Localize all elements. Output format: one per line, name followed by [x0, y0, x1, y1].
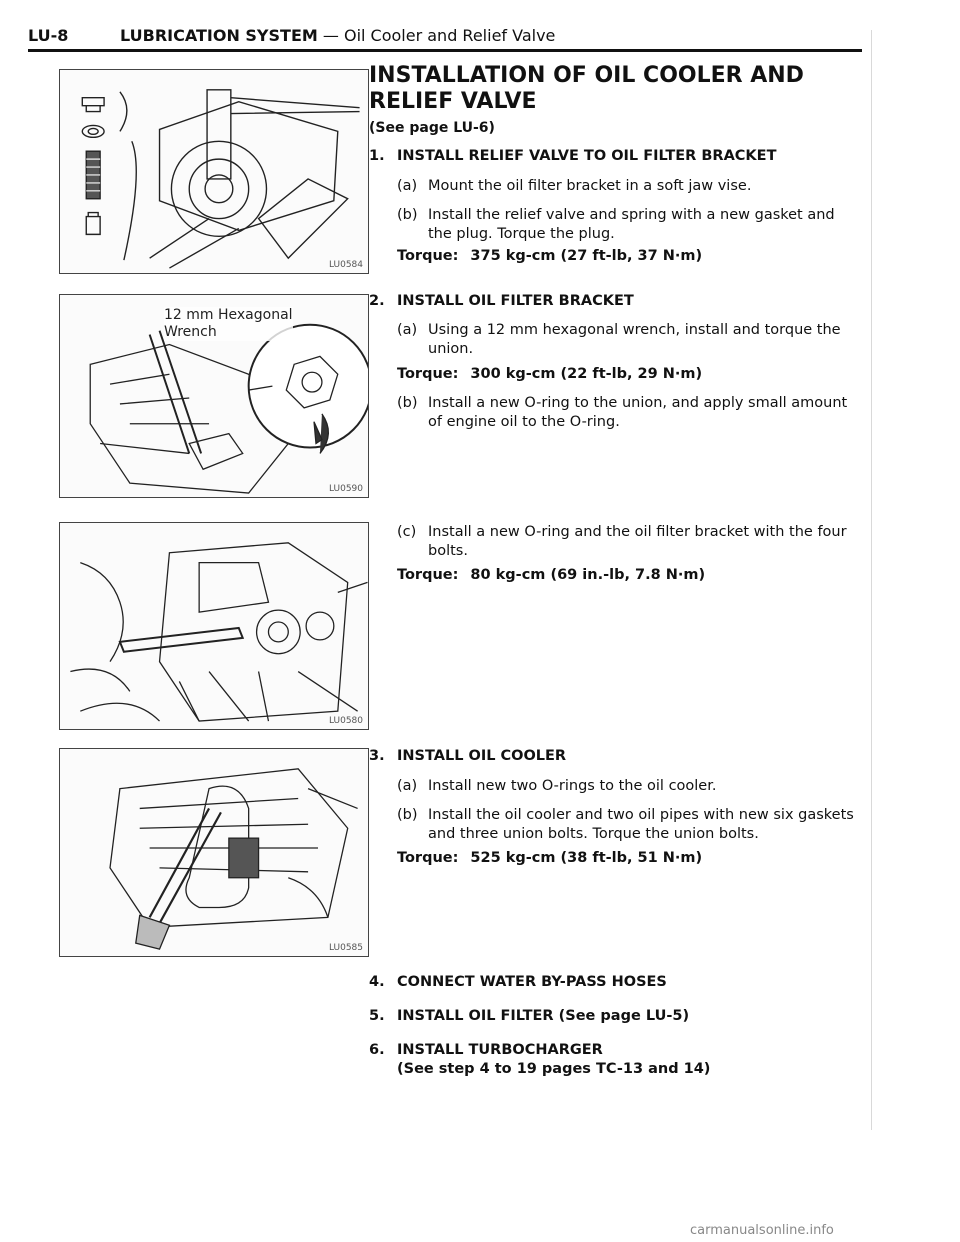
figure-relief-valve-drawing: [60, 70, 368, 273]
step-3b: [397, 806, 859, 844]
step-title: CONNECT WATER BY-PASS HOSES: [397, 974, 667, 990]
torque-value: 300 kg-cm (22 ft-lb, 29 N·m): [470, 366, 703, 382]
figure-bracket-bolts: [59, 522, 369, 730]
substep-label: (b): [397, 395, 418, 411]
step-4-heading: [369, 974, 667, 990]
torque-label: Torque:: [397, 248, 459, 264]
figure-oil-cooler: [59, 748, 369, 957]
step-number: 2.: [369, 293, 385, 309]
step-6-heading: [369, 1042, 603, 1058]
substep-text: Using a 12 mm hexagonal wrench, install and torque the union.: [428, 322, 841, 357]
substep-label: (a): [397, 322, 418, 338]
torque-label: Torque:: [397, 366, 459, 382]
figure-code: LU0590: [328, 484, 363, 494]
substep-label: (a): [397, 178, 418, 194]
step-5-heading: [369, 1008, 689, 1024]
step-subtitle: (See step 4 to 19 pages TC-13 and 14): [397, 1061, 711, 1077]
footer-watermark: carmanualsonline.info: [690, 1223, 834, 1238]
torque-value: 375 kg-cm (27 ft-lb, 37 N·m): [470, 248, 703, 264]
figure-oil-cooler-drawing: [60, 749, 368, 956]
step-3a: [397, 777, 859, 796]
section-title-bold: LUBRICATION SYSTEM: [120, 26, 318, 45]
figure-callout-12mm-hexagonal-wrench: [164, 307, 293, 341]
step-number: 3.: [369, 748, 385, 764]
figure-code: LU0584: [328, 260, 363, 270]
step-3-heading: [369, 748, 566, 764]
step-2-torque-bolts: [397, 567, 705, 583]
step-1a: [397, 177, 859, 196]
step-1-heading: [369, 148, 776, 164]
page-id: LU-8: [28, 26, 69, 45]
step-1b: [397, 206, 859, 244]
step-6-reference: [397, 1061, 710, 1077]
step-title: INSTALL RELIEF VALVE TO OIL FILTER BRACKET: [397, 148, 777, 164]
step-2c: [397, 523, 859, 561]
step-2a: [397, 321, 859, 359]
torque-value: 80 kg-cm (69 in.-lb, 7.8 N·m): [470, 567, 706, 583]
step-number: 6.: [369, 1042, 385, 1058]
substep-label: (a): [397, 778, 418, 794]
section-title-rest: — Oil Cooler and Relief Valve: [317, 26, 556, 45]
figure-relief-valve: [59, 69, 369, 274]
substep-label: (c): [397, 524, 417, 540]
step-number: 4.: [369, 974, 385, 990]
torque-value: 525 kg-cm (38 ft-lb, 51 N·m): [470, 850, 703, 866]
step-number: 1.: [369, 148, 385, 164]
step-2-heading: [369, 293, 634, 309]
substep-text: Install a new O-ring to the union, and apply small amount of engine oil to the O-ring.: [428, 395, 848, 430]
section-title: [120, 26, 555, 45]
step-2b: [397, 394, 859, 432]
step-1-torque: [397, 248, 702, 264]
header-rule: [28, 49, 862, 52]
substep-text: Mount the oil filter bracket in a soft jaw vise.: [428, 178, 752, 194]
step-title: INSTALL OIL FILTER BRACKET: [397, 293, 634, 309]
step-title: INSTALL OIL FILTER (See page LU-5): [397, 1008, 690, 1024]
step-2-torque-union: [397, 366, 702, 382]
step-3-torque: [397, 850, 702, 866]
torque-label: Torque:: [397, 567, 459, 583]
page-header: [28, 26, 862, 56]
page-title: INSTALLATION OF OIL COOLER AND RELIEF VALVE: [369, 63, 804, 114]
substep-text: Install a new O-ring and the oil filter bracket with the four bolts.: [428, 524, 847, 559]
figure-code: LU0585: [328, 943, 363, 953]
callout-text: 12 mm Hexagonal Wrench: [164, 307, 293, 340]
substep-text: Install new two O-rings to the oil cooler.: [428, 778, 717, 794]
page-edge-line: [871, 30, 872, 1130]
torque-label: Torque:: [397, 850, 459, 866]
figure-hex-wrench: [59, 294, 369, 498]
figure-bracket-bolts-drawing: [60, 523, 368, 729]
step-title: INSTALL OIL COOLER: [397, 748, 567, 764]
figure-code: LU0580: [328, 716, 363, 726]
substep-text: Install the oil cooler and two oil pipes with new six gaskets and three union bolts. Torque the union bolts.: [428, 807, 854, 842]
step-title: INSTALL TURBOCHARGER: [397, 1042, 603, 1058]
step-number: 5.: [369, 1008, 385, 1024]
substep-text: Install the relief valve and spring with a new gasket and the plug. Torque the plug.: [428, 207, 835, 242]
substep-label: (b): [397, 207, 418, 223]
title-page-reference: (See page LU-6): [369, 120, 495, 136]
substep-label: (b): [397, 807, 418, 823]
